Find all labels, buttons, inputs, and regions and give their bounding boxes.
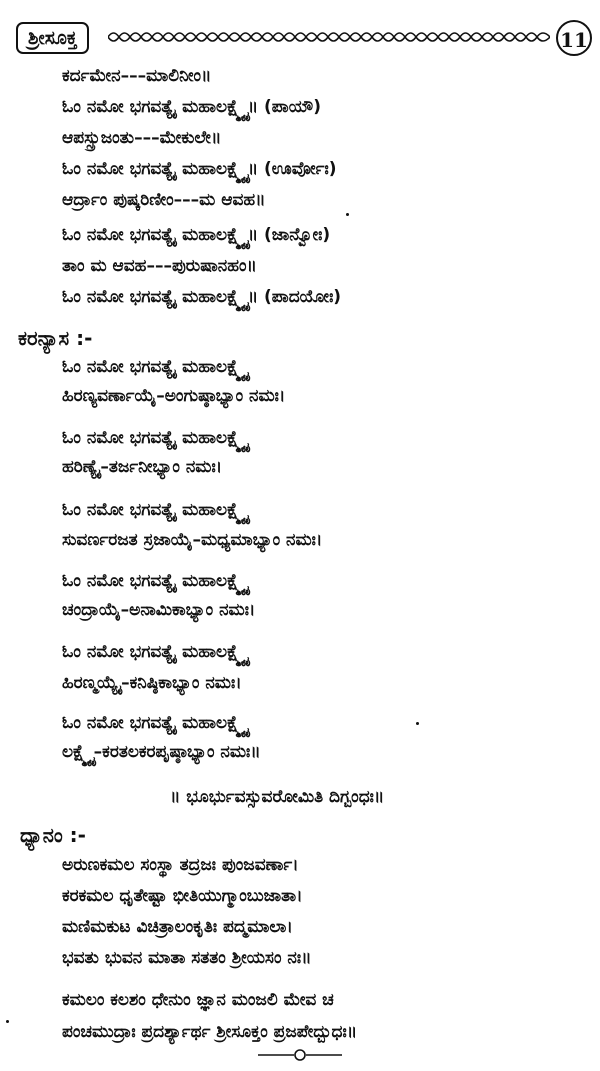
verse-line: ಓಂ ನಮೋ ಭಗವತ್ಯೈ ಮಹಾಲಕ್ಷ್ಮ್ಯೈ॥ (ಜಾನ್ವೋಃ) — [62, 225, 331, 245]
print-speck — [346, 213, 349, 216]
verse-line: ಕರ್ದಮೇನ–––ಮಾಲಿನೀಂ॥ — [62, 66, 212, 86]
dhyana-verse-line: ಪಂಚಮುದ್ರಾಃ ಪ್ರದರ್ಶ್ಯಾರ್ಥ ಶ್ರೀಸೂಕ್ತಂ ಪ್ರಜಪೇದ್ಬುಧಃ॥ — [62, 1022, 358, 1042]
mantra-line: ಓಂ ನಮೋ ಭಗವತ್ಯೈ ಮಹಾಲಕ್ಷ್ಮ್ಯೈ — [62, 713, 248, 733]
nyasa-line: ಸುವರ್ಣರಜತ ಸ್ರಜಾಯೈ–ಮಧ್ಯಮಾಭ್ಯಾಂ ನಮಃ। — [62, 530, 323, 550]
verse-line: ಆರ್ದ್ರಾಂ ಪುಷ್ಕರಿಣೀಂ–––ಮ ಆವಹ॥ — [62, 190, 266, 210]
mantra-line: ಓಂ ನಮೋ ಭಗವತ್ಯೈ ಮಹಾಲಕ್ಷ್ಮ್ಯೈ — [62, 571, 248, 591]
mantra-line: ಓಂ ನಮೋ ಭಗವತ್ಯೈ ಮಹಾಲಕ್ಷ್ಮ್ಯೈ — [62, 357, 248, 377]
verse-line: ಓಂ ನಮೋ ಭಗವತ್ಯೈ ಮಹಾಲಕ್ಷ್ಮ್ಯೈ॥ (ಪಾದಯೋಃ) — [62, 287, 342, 307]
section-heading-dhyanam: ಧ್ಯಾನಂ :- — [20, 823, 86, 847]
decorative-chain-rule — [108, 26, 550, 48]
running-title: ಶ್ರೀಸೂಕ್ತ — [16, 22, 89, 54]
nyasa-line: ಹಿರಣ್ಯವರ್ಣಾಯೈ–ಅಂಗುಷ್ಠಾಭ್ಯಾಂ ನಮಃ। — [62, 386, 286, 406]
verse-line: ಓಂ ನಮೋ ಭಗವತ್ಯೈ ಮಹಾಲಕ್ಷ್ಮ್ಯೈ॥ (ಊರ್ವೋಃ) — [62, 159, 337, 179]
mantra-line: ಓಂ ನಮೋ ಭಗವತ್ಯೈ ಮಹಾಲಕ್ಷ್ಮ್ಯೈ — [62, 500, 248, 520]
page-header — [16, 20, 592, 60]
print-speck — [416, 722, 419, 725]
end-ornament — [258, 1046, 342, 1062]
nyasa-line: ಹಿರಣ್ಮಯ್ಯೈ–ಕನಿಷ್ಠಿಕಾಭ್ಯಾಂ ನಮಃ। — [62, 673, 242, 693]
dhyana-verse-line: ಅರುಣಕಮಲ ಸಂಸ್ಥಾ ತದ್ರಜಃ ಪುಂಜವರ್ಣಾ। — [62, 855, 299, 875]
nyasa-line: ಹರಿಣ್ಯೈ–ತರ್ಜನೀಭ್ಯಾಂ ನಮಃ। — [62, 457, 223, 477]
dhyana-verse-line: ಮಣಿಮಕುಟ ವಿಚಿತ್ರಾಲಂಕೃತಿಃ ಪದ್ಮಮಾಲಾ। — [62, 917, 293, 937]
section-heading-karanyasa: ಕರನ್ಯಾಸ :- — [18, 326, 93, 350]
verse-line: ಆಪಸ್ಸ್ರುಜಂತು–––ಮೇಕುಲೇ॥ — [62, 128, 222, 148]
verse-line: ತಾಂ ಮ ಆವಹ–––ಪುರುಷಾನಹಂ॥ — [62, 256, 257, 276]
nyasa-line: ಚಂದ್ರಾಯೈ–ಅನಾಮಿಕಾಭ್ಯಾಂ ನಮಃ। — [62, 600, 256, 620]
verse-line: ಓಂ ನಮೋ ಭಗವತ್ಯೈ ಮಹಾಲಕ್ಷ್ಮ್ಯೈ॥ (ಪಾಯೌ) — [62, 97, 321, 117]
dhyana-verse-line: ಕರಕಮಲ ಧೃತೇಷ್ಟಾ ಭೀತಿಯುಗ್ಮಾಂಬುಜಾತಾ। — [62, 886, 303, 906]
mantra-line: ಓಂ ನಮೋ ಭಗವತ್ಯೈ ಮಹಾಲಕ್ಷ್ಮ್ಯೈ — [62, 428, 248, 448]
mantra-line: ಓಂ ನಮೋ ಭಗವತ್ಯೈ ಮಹಾಲಕ್ಷ್ಮ್ಯೈ — [62, 642, 248, 662]
page-number: 11 — [556, 20, 592, 56]
print-speck — [6, 1020, 9, 1023]
nyasa-line: ಲಕ್ಷ್ಮ್ಯೈ–ಕರತಲಕರಪೃಷ್ಠಾಭ್ಯಾಂ ನಮಃ॥ — [62, 742, 261, 762]
digbandha-line: ॥ ಭೂರ್ಭುವಸ್ಸುವರೋಮಿತಿ ದಿಗ್ಬಂಧಃ॥ — [170, 787, 385, 807]
dhyana-verse-line: ಕಮಲಂ ಕಲಶಂ ಧೇನುಂ ಜ್ಞಾನ ಮಂಜಲಿ ಮೇವ ಚ — [62, 990, 334, 1010]
dhyana-verse-line: ಭವತು ಭುವನ ಮಾತಾ ಸತತಂ ಶ್ರೀಯಸಂ ನಃ॥ — [62, 948, 312, 968]
